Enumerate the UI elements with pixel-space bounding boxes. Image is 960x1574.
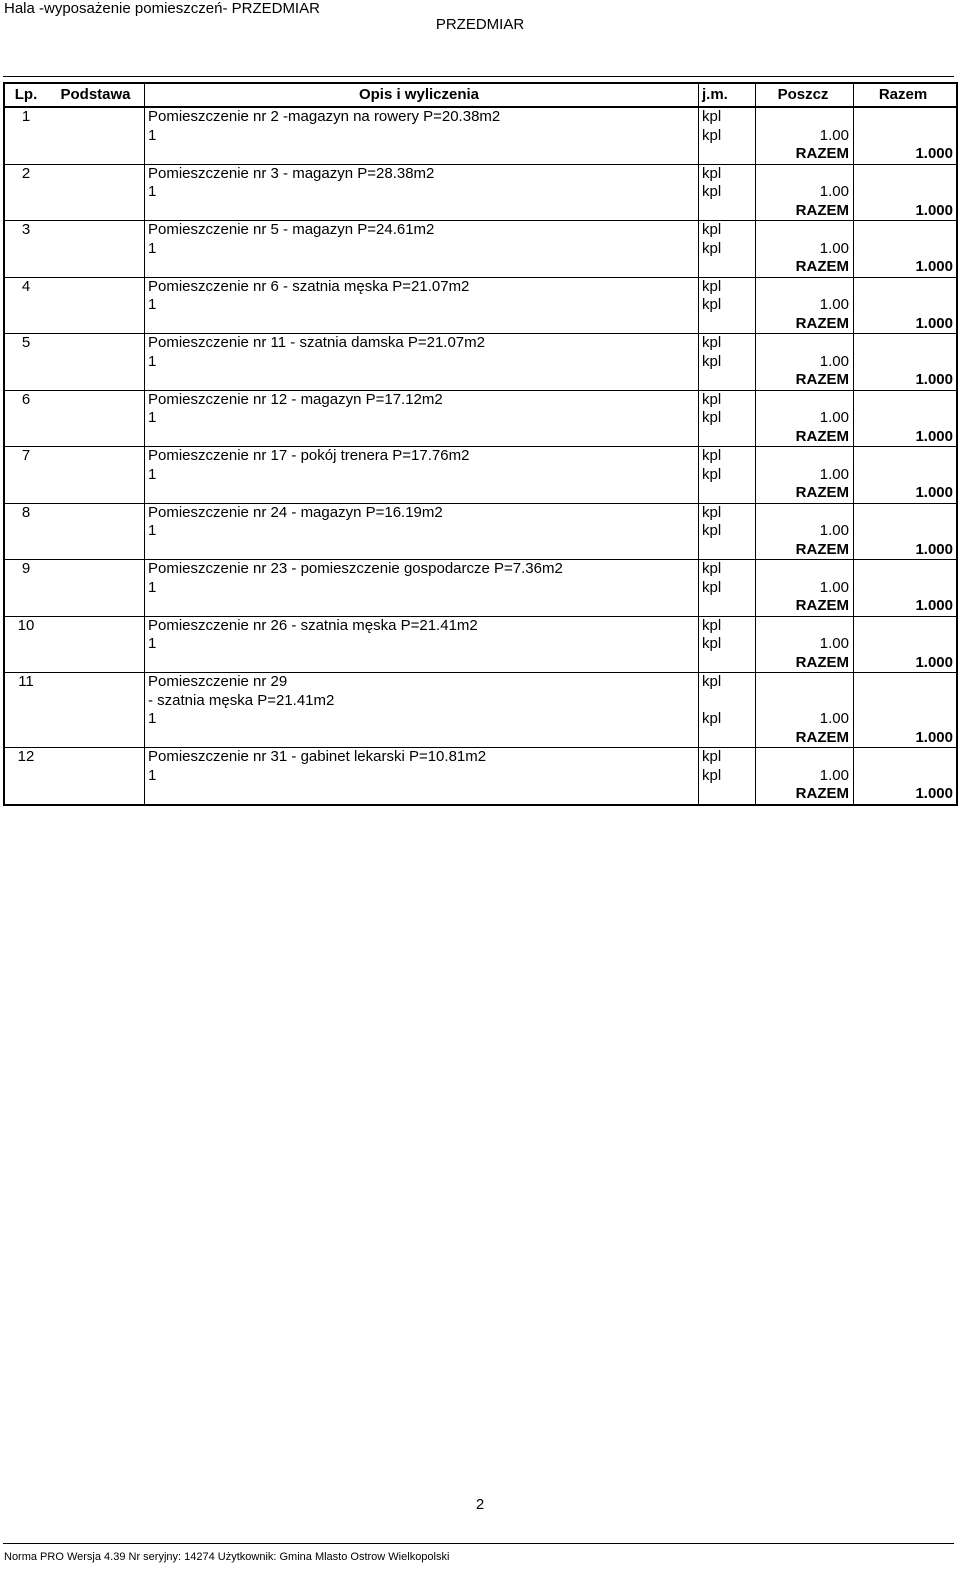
- calculation-value: 1: [148, 239, 157, 257]
- poszcz-value: 1.00: [819, 522, 849, 539]
- calculation-row: [5, 579, 956, 598]
- item-description-row: [5, 692, 956, 711]
- item-description: - szatnia męska P=21.41m2: [148, 691, 335, 709]
- item-description: Pomieszczenie nr 12 - magazyn P=17.12m2: [148, 390, 443, 408]
- total-row: [5, 315, 956, 334]
- total-row: [5, 145, 956, 164]
- item-description: Pomieszczenie nr 17 - pokój trenera P=17.76m2: [148, 447, 470, 464]
- total-row: [5, 654, 956, 673]
- razem-label: RAZEM: [795, 258, 849, 275]
- razem-value: 1.000: [915, 371, 953, 388]
- calculation-row: [5, 466, 956, 485]
- razem-value: 1.000: [915, 653, 953, 671]
- item-description: Pomieszczenie nr 24 - magazyn P=16.19m2: [148, 503, 443, 521]
- item-description: Pomieszczenie nr 5 - magazyn P=24.61m2: [148, 221, 435, 238]
- item-description: Pomieszczenie nr 3 - magazyn P=28.38m2: [148, 164, 435, 182]
- total-row: [5, 428, 956, 447]
- total-row: [5, 258, 956, 277]
- estimate-table: [3, 82, 958, 806]
- item-description-row: [5, 559, 956, 579]
- item-description: Pomieszczenie nr 11 - szatnia damska P=21.07m2: [148, 334, 485, 351]
- poszcz-value: 1.00: [819, 296, 849, 313]
- razem-label: RAZEM: [795, 145, 849, 162]
- razem-value: 1.000: [915, 258, 953, 275]
- calculation-value: 1: [148, 635, 157, 652]
- item-number: 5: [21, 334, 31, 351]
- item-unit: kpl: [702, 560, 722, 577]
- item-description: Pomieszczenie nr 23 - pomieszczenie gospodarcze P=7.36m2: [148, 560, 563, 577]
- total-row: [5, 202, 956, 221]
- poszcz-value: 1.00: [819, 465, 849, 483]
- calculation-row: [5, 353, 956, 372]
- calculation-unit: kpl: [702, 766, 722, 784]
- calculation-value: 1: [148, 409, 157, 426]
- calculation-unit: kpl: [702, 352, 722, 370]
- header-razem: Razem: [878, 86, 928, 103]
- calculation-unit: kpl: [702, 710, 722, 727]
- calculation-unit: kpl: [702, 409, 722, 426]
- document-subtitle: PRZEDMIAR: [435, 16, 525, 33]
- item-description-row: [5, 672, 956, 692]
- calculation-value: 1: [148, 296, 157, 313]
- razem-label: RAZEM: [795, 314, 849, 332]
- poszcz-value: 1.00: [819, 183, 849, 200]
- calculation-unit: kpl: [702, 578, 722, 596]
- item-description: Pomieszczenie nr 26 - szatnia męska P=21.41m2: [148, 616, 478, 634]
- header-opis: Opis i wyliczenia: [358, 86, 480, 103]
- razem-value: 1.000: [915, 427, 953, 445]
- item-number: 3: [21, 221, 31, 238]
- calculation-value: 1: [148, 352, 157, 370]
- calculation-row: [5, 635, 956, 654]
- item-unit: kpl: [702, 673, 722, 690]
- item-unit: kpl: [702, 616, 722, 634]
- item-number: 6: [21, 390, 31, 408]
- calculation-row: [5, 710, 956, 729]
- item-number: 12: [17, 748, 35, 765]
- item-number: 7: [21, 447, 31, 464]
- item-number: 2: [21, 164, 31, 182]
- item-unit: kpl: [702, 390, 722, 408]
- item-unit: kpl: [702, 334, 722, 351]
- footer-text: Norma PRO Wersja 4.39 Nr seryjny: 14274 Użytkownik: Gmina Mlasto Ostrow Wielkopolski: [4, 1551, 450, 1563]
- razem-value: 1.000: [915, 540, 953, 558]
- poszcz-value: 1.00: [819, 352, 849, 370]
- page-number: 2: [475, 1496, 485, 1513]
- item-description-row: [5, 747, 956, 767]
- item-unit: kpl: [702, 277, 722, 295]
- calculation-row: [5, 127, 956, 146]
- razem-value: 1.000: [915, 201, 953, 219]
- razem-label: RAZEM: [795, 427, 849, 445]
- item-description-row: [5, 616, 956, 636]
- item-unit: kpl: [702, 503, 722, 521]
- razem-value: 1.000: [915, 145, 953, 162]
- total-row: [5, 729, 956, 748]
- item-number: 4: [21, 277, 31, 295]
- calculation-value: 1: [148, 126, 157, 144]
- calculation-value: 1: [148, 522, 157, 539]
- item-description: Pomieszczenie nr 2 -magazyn na rowery P=20.38m2: [148, 108, 501, 125]
- item-unit: kpl: [702, 221, 722, 238]
- table-body: [5, 108, 956, 804]
- header-jm: j.m.: [702, 86, 728, 103]
- item-description-row: [5, 503, 956, 523]
- item-description-row: [5, 164, 956, 184]
- item-description-row: [5, 333, 956, 353]
- razem-label: RAZEM: [795, 484, 849, 501]
- calculation-unit: kpl: [702, 635, 722, 652]
- header-poszcz: Poszcz: [777, 86, 829, 103]
- item-number: 8: [21, 503, 31, 521]
- calculation-value: 1: [148, 465, 157, 483]
- calculation-unit: kpl: [702, 183, 722, 200]
- razem-value: 1.000: [915, 314, 953, 332]
- total-row: [5, 484, 956, 503]
- total-row: [5, 541, 956, 560]
- calculation-unit: kpl: [702, 126, 722, 144]
- item-description-row: [5, 446, 956, 466]
- calculation-row: [5, 240, 956, 259]
- razem-label: RAZEM: [795, 201, 849, 219]
- razem-label: RAZEM: [795, 597, 849, 614]
- header-rule: [3, 76, 954, 77]
- header-podstawa: Podstawa: [60, 86, 131, 103]
- razem-label: RAZEM: [795, 653, 849, 671]
- razem-label: RAZEM: [795, 728, 849, 746]
- calculation-unit: kpl: [702, 296, 722, 313]
- poszcz-value: 1.00: [819, 239, 849, 257]
- item-description-row: [5, 277, 956, 297]
- item-description: Pomieszczenie nr 29: [148, 673, 288, 690]
- razem-label: RAZEM: [795, 785, 849, 802]
- item-description-row: [5, 220, 956, 240]
- calculation-row: [5, 296, 956, 315]
- total-row: [5, 785, 956, 804]
- calculation-row: [5, 767, 956, 786]
- header-lp: Lp.: [14, 86, 38, 103]
- calculation-value: 1: [148, 183, 157, 200]
- razem-value: 1.000: [915, 597, 953, 614]
- document-title: Hala -wyposażenie pomieszczeń- PRZEDMIAR: [4, 0, 320, 17]
- razem-label: RAZEM: [795, 540, 849, 558]
- item-description: Pomieszczenie nr 31 - gabinet lekarski P=10.81m2: [148, 748, 487, 765]
- item-unit: kpl: [702, 748, 722, 765]
- poszcz-value: 1.00: [819, 635, 849, 652]
- razem-value: 1.000: [915, 484, 953, 501]
- calculation-value: 1: [148, 766, 157, 784]
- total-row: [5, 597, 956, 616]
- poszcz-value: 1.00: [819, 766, 849, 784]
- calculation-value: 1: [148, 578, 157, 596]
- calculation-unit: kpl: [702, 522, 722, 539]
- total-row: [5, 371, 956, 390]
- item-unit: kpl: [702, 108, 722, 125]
- razem-label: RAZEM: [795, 371, 849, 388]
- calculation-value: 1: [148, 710, 157, 727]
- item-number: 9: [21, 560, 31, 577]
- razem-value: 1.000: [915, 785, 953, 802]
- item-unit: kpl: [702, 447, 722, 464]
- table-header-row: [5, 84, 956, 108]
- item-description-row: [5, 108, 956, 127]
- calculation-row: [5, 409, 956, 428]
- poszcz-value: 1.00: [819, 578, 849, 596]
- calculation-unit: kpl: [702, 239, 722, 257]
- calculation-row: [5, 183, 956, 202]
- calculation-unit: kpl: [702, 465, 722, 483]
- item-description-row: [5, 390, 956, 410]
- poszcz-value: 1.00: [819, 710, 849, 727]
- item-number: 1: [21, 108, 31, 125]
- calculation-row: [5, 522, 956, 541]
- item-unit: kpl: [702, 164, 722, 182]
- poszcz-value: 1.00: [819, 126, 849, 144]
- item-description: Pomieszczenie nr 6 - szatnia męska P=21.07m2: [148, 277, 470, 295]
- poszcz-value: 1.00: [819, 409, 849, 426]
- item-number: 10: [17, 616, 35, 634]
- item-number: 11: [18, 673, 34, 690]
- footer-rule: [3, 1543, 954, 1544]
- razem-value: 1.000: [915, 728, 953, 746]
